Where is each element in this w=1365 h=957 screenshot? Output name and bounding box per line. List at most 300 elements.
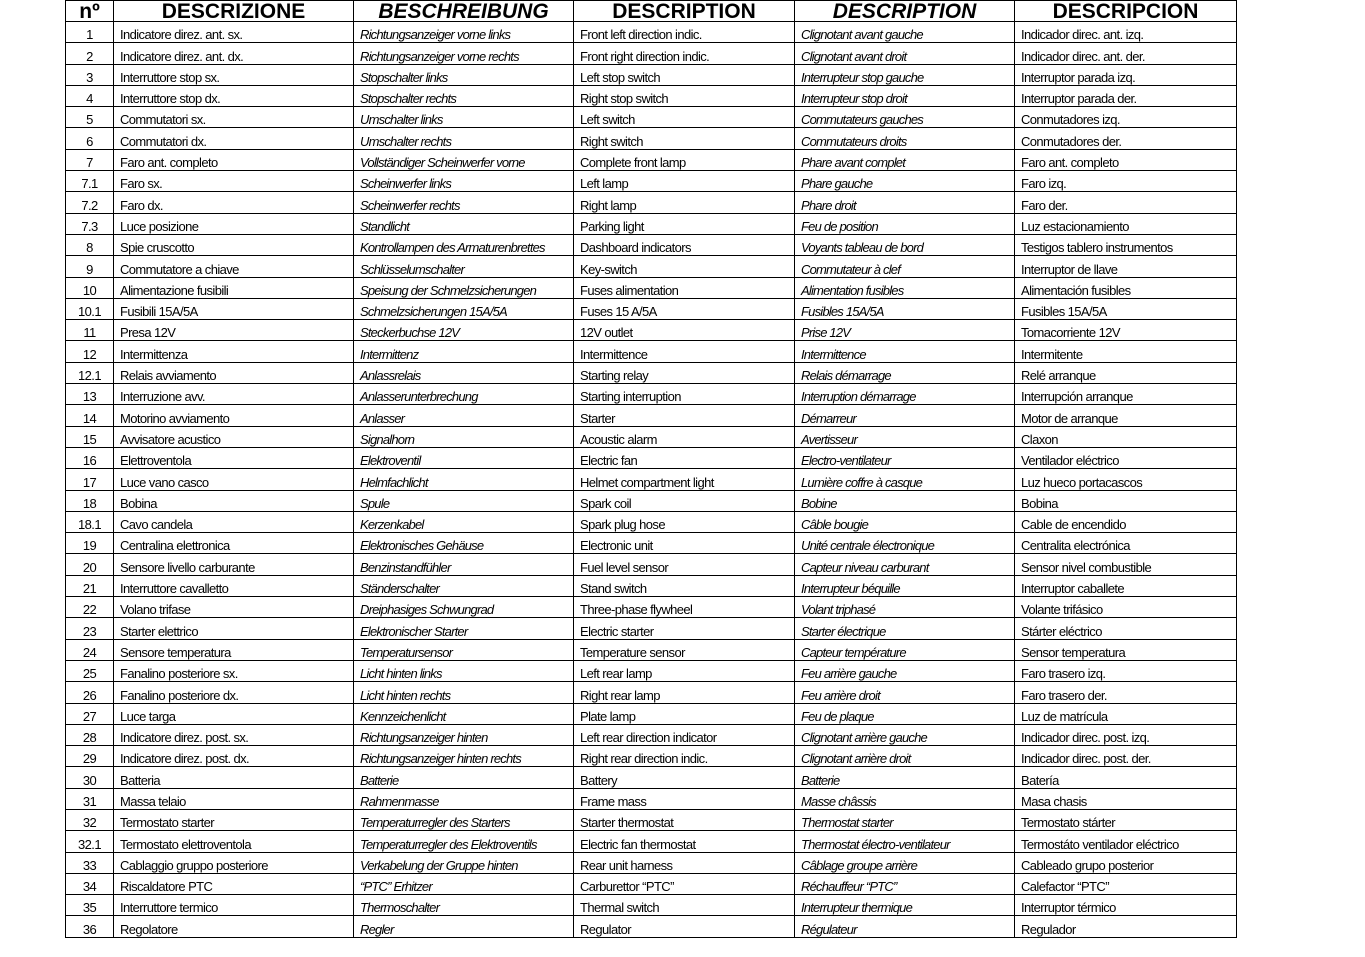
header-number: nº bbox=[66, 1, 114, 22]
cell-number: 19 bbox=[66, 533, 114, 554]
cell-spanish: Ventilador eléctrico bbox=[1015, 447, 1237, 468]
cell-number: 12.1 bbox=[66, 362, 114, 383]
cell-italian: Sensore temperatura bbox=[114, 639, 354, 660]
cell-english: Front left direction indic. bbox=[574, 22, 795, 43]
cell-number: 7.1 bbox=[66, 171, 114, 192]
cell-italian: Cavo candela bbox=[114, 511, 354, 532]
cell-german: Standlicht bbox=[354, 213, 574, 234]
table-row bbox=[66, 256, 1237, 277]
cell-french: Réchauffeur “PTC” bbox=[795, 873, 1015, 894]
table-row bbox=[66, 660, 1237, 681]
cell-italian: Spie cruscotto bbox=[114, 234, 354, 255]
cell-english: Electric fan thermostat bbox=[574, 831, 795, 852]
table-row bbox=[66, 405, 1237, 426]
cell-number: 14 bbox=[66, 405, 114, 426]
cell-german: Umschalter links bbox=[354, 107, 574, 128]
cell-number: 25 bbox=[66, 660, 114, 681]
cell-italian: Sensore livello carburante bbox=[114, 554, 354, 575]
cell-spanish: Testigos tablero instrumentos bbox=[1015, 234, 1237, 255]
cell-spanish: Cableado grupo posterior bbox=[1015, 852, 1237, 873]
table-row bbox=[66, 852, 1237, 873]
cell-spanish: Faro trasero der. bbox=[1015, 682, 1237, 703]
cell-number: 28 bbox=[66, 724, 114, 745]
cell-italian: Relais avviamento bbox=[114, 362, 354, 383]
cell-german: Anlasser bbox=[354, 405, 574, 426]
cell-english: Helmet compartment light bbox=[574, 469, 795, 490]
cell-french: Thermostat starter bbox=[795, 809, 1015, 830]
cell-spanish: Stárter eléctrico bbox=[1015, 618, 1237, 639]
cell-french: Lumière coffre à casque bbox=[795, 469, 1015, 490]
cell-number: 11 bbox=[66, 320, 114, 341]
cell-german: Licht hinten links bbox=[354, 660, 574, 681]
cell-italian: Riscaldatore PTC bbox=[114, 873, 354, 894]
cell-number: 18.1 bbox=[66, 511, 114, 532]
cell-german: Elektroventil bbox=[354, 447, 574, 468]
cell-spanish: Tomacorriente 12V bbox=[1015, 320, 1237, 341]
cell-french: Thermostat électro-ventilateur bbox=[795, 831, 1015, 852]
table-row bbox=[66, 362, 1237, 383]
cell-german: Spule bbox=[354, 490, 574, 511]
cell-number: 26 bbox=[66, 682, 114, 703]
cell-german: Vollständiger Scheinwerfer vorne bbox=[354, 149, 574, 170]
cell-spanish: Indicador direc. post. der. bbox=[1015, 746, 1237, 767]
cell-french: Capteur température bbox=[795, 639, 1015, 660]
cell-german: Richtungsanzeiger vorne links bbox=[354, 22, 574, 43]
cell-spanish: Volante trifásico bbox=[1015, 597, 1237, 618]
table-row bbox=[66, 298, 1237, 319]
cell-english: Plate lamp bbox=[574, 703, 795, 724]
table-row bbox=[66, 149, 1237, 170]
cell-italian: Avvisatore acustico bbox=[114, 426, 354, 447]
wiring-legend-table bbox=[65, 0, 1237, 938]
cell-italian: Cablaggio gruppo posteriore bbox=[114, 852, 354, 873]
cell-italian: Commutatore a chiave bbox=[114, 256, 354, 277]
cell-italian: Indicatore direz. ant. sx. bbox=[114, 22, 354, 43]
cell-german: Ständerschalter bbox=[354, 575, 574, 596]
cell-english: Battery bbox=[574, 767, 795, 788]
header-spanish: DESCRIPCION bbox=[1015, 1, 1237, 22]
cell-number: 32.1 bbox=[66, 831, 114, 852]
cell-english: Dashboard indicators bbox=[574, 234, 795, 255]
cell-french: Interruption démarrage bbox=[795, 384, 1015, 405]
cell-italian: Luce targa bbox=[114, 703, 354, 724]
cell-number: 36 bbox=[66, 916, 114, 937]
cell-english: Complete front lamp bbox=[574, 149, 795, 170]
table-row bbox=[66, 320, 1237, 341]
cell-german: Temperatursensor bbox=[354, 639, 574, 660]
cell-german: Rahmenmasse bbox=[354, 788, 574, 809]
cell-italian: Faro dx. bbox=[114, 192, 354, 213]
cell-number: 15 bbox=[66, 426, 114, 447]
cell-italian: Commutatori sx. bbox=[114, 107, 354, 128]
cell-english: Fuses alimentation bbox=[574, 277, 795, 298]
cell-french: Electro-ventilateur bbox=[795, 447, 1015, 468]
cell-german: Signalhorn bbox=[354, 426, 574, 447]
cell-english: Key-switch bbox=[574, 256, 795, 277]
cell-french: Intermittence bbox=[795, 341, 1015, 362]
cell-spanish: Luz de matrícula bbox=[1015, 703, 1237, 724]
cell-english: Spark coil bbox=[574, 490, 795, 511]
cell-spanish: Indicador direc. ant. izq. bbox=[1015, 22, 1237, 43]
cell-german: Scheinwerfer links bbox=[354, 171, 574, 192]
cell-italian: Fusibili 15A/5A bbox=[114, 298, 354, 319]
cell-french: Commutateurs droits bbox=[795, 128, 1015, 149]
cell-spanish: Interruptor de llave bbox=[1015, 256, 1237, 277]
cell-french: Fusibles 15A/5A bbox=[795, 298, 1015, 319]
cell-number: 3 bbox=[66, 64, 114, 85]
cell-english: Frame mass bbox=[574, 788, 795, 809]
cell-spanish: Calefactor “PTC” bbox=[1015, 873, 1237, 894]
table-row bbox=[66, 618, 1237, 639]
cell-german: Helmfachlicht bbox=[354, 469, 574, 490]
cell-english: 12V outlet bbox=[574, 320, 795, 341]
cell-german: Kerzenkabel bbox=[354, 511, 574, 532]
cell-italian: Luce posizione bbox=[114, 213, 354, 234]
cell-spanish: Faro izq. bbox=[1015, 171, 1237, 192]
cell-german: Kennzeichenlicht bbox=[354, 703, 574, 724]
cell-english: Right stop switch bbox=[574, 85, 795, 106]
cell-english: Left rear direction indicator bbox=[574, 724, 795, 745]
table-row bbox=[66, 746, 1237, 767]
cell-german: Umschalter rechts bbox=[354, 128, 574, 149]
cell-number: 16 bbox=[66, 447, 114, 468]
cell-italian: Termostato starter bbox=[114, 809, 354, 830]
cell-italian: Intermittenza bbox=[114, 341, 354, 362]
cell-german: Scheinwerfer rechts bbox=[354, 192, 574, 213]
cell-german: Temperaturregler des Starters bbox=[354, 809, 574, 830]
cell-french: Relais démarrage bbox=[795, 362, 1015, 383]
cell-english: Electronic unit bbox=[574, 533, 795, 554]
table-row bbox=[66, 916, 1237, 937]
cell-english: Carburettor “PTC” bbox=[574, 873, 795, 894]
cell-italian: Faro sx. bbox=[114, 171, 354, 192]
cell-italian: Regolatore bbox=[114, 916, 354, 937]
cell-french: Starter électrique bbox=[795, 618, 1015, 639]
cell-italian: Alimentazione fusibili bbox=[114, 277, 354, 298]
cell-spanish: Termostáto ventilador eléctrico bbox=[1015, 831, 1237, 852]
cell-german: Anlasserunterbrechung bbox=[354, 384, 574, 405]
cell-english: Left lamp bbox=[574, 171, 795, 192]
cell-english: Left switch bbox=[574, 107, 795, 128]
cell-english: Right rear lamp bbox=[574, 682, 795, 703]
cell-spanish: Alimentación fusibles bbox=[1015, 277, 1237, 298]
cell-german: Speisung der Schmelzsicherungen bbox=[354, 277, 574, 298]
cell-italian: Termostato elettroventola bbox=[114, 831, 354, 852]
header-row bbox=[66, 1, 1237, 22]
cell-french: Masse châssis bbox=[795, 788, 1015, 809]
cell-english: Parking light bbox=[574, 213, 795, 234]
cell-spanish: Bobina bbox=[1015, 490, 1237, 511]
cell-spanish: Relé arranque bbox=[1015, 362, 1237, 383]
cell-italian: Centralina elettronica bbox=[114, 533, 354, 554]
cell-german: Temperaturregler des Elektroventils bbox=[354, 831, 574, 852]
table-row bbox=[66, 107, 1237, 128]
header-french: DESCRIPTION bbox=[795, 1, 1015, 22]
cell-spanish: Regulador bbox=[1015, 916, 1237, 937]
cell-spanish: Cable de encendido bbox=[1015, 511, 1237, 532]
table-row bbox=[66, 831, 1237, 852]
cell-italian: Motorino avviamento bbox=[114, 405, 354, 426]
table-row bbox=[66, 384, 1237, 405]
cell-spanish: Motor de arranque bbox=[1015, 405, 1237, 426]
table-row bbox=[66, 511, 1237, 532]
cell-french: Phare gauche bbox=[795, 171, 1015, 192]
cell-english: Spark plug hose bbox=[574, 511, 795, 532]
cell-italian: Interruzione avv. bbox=[114, 384, 354, 405]
cell-english: Temperature sensor bbox=[574, 639, 795, 660]
cell-number: 7.3 bbox=[66, 213, 114, 234]
cell-english: Fuel level sensor bbox=[574, 554, 795, 575]
cell-number: 30 bbox=[66, 767, 114, 788]
table-row bbox=[66, 341, 1237, 362]
cell-english: Three-phase flywheel bbox=[574, 597, 795, 618]
table-row bbox=[66, 809, 1237, 830]
cell-french: Feu de plaque bbox=[795, 703, 1015, 724]
table-row bbox=[66, 234, 1237, 255]
table-row bbox=[66, 873, 1237, 894]
cell-spanish: Indicador direc. post. izq. bbox=[1015, 724, 1237, 745]
cell-french: Clignotant arrière droit bbox=[795, 746, 1015, 767]
cell-spanish: Interrupción arranque bbox=[1015, 384, 1237, 405]
cell-spanish: Interruptor parada der. bbox=[1015, 85, 1237, 106]
table-row bbox=[66, 192, 1237, 213]
cell-german: Steckerbuchse 12V bbox=[354, 320, 574, 341]
cell-french: Capteur niveau carburant bbox=[795, 554, 1015, 575]
cell-spanish: Interruptor térmico bbox=[1015, 895, 1237, 916]
cell-french: Clignotant avant droit bbox=[795, 43, 1015, 64]
table-row bbox=[66, 639, 1237, 660]
cell-italian: Volano trifase bbox=[114, 597, 354, 618]
cell-number: 21 bbox=[66, 575, 114, 596]
table-row bbox=[66, 22, 1237, 43]
cell-german: Benzinstandfühler bbox=[354, 554, 574, 575]
cell-english: Electric starter bbox=[574, 618, 795, 639]
cell-number: 29 bbox=[66, 746, 114, 767]
cell-german: Elektronisches Gehäuse bbox=[354, 533, 574, 554]
cell-italian: Interruttore stop dx. bbox=[114, 85, 354, 106]
cell-french: Feu de position bbox=[795, 213, 1015, 234]
cell-spanish: Claxon bbox=[1015, 426, 1237, 447]
cell-spanish: Centralita electrónica bbox=[1015, 533, 1237, 554]
cell-german: Anlassrelais bbox=[354, 362, 574, 383]
table-row bbox=[66, 171, 1237, 192]
cell-english: Left rear lamp bbox=[574, 660, 795, 681]
table-row bbox=[66, 682, 1237, 703]
cell-italian: Indicatore direz. ant. dx. bbox=[114, 43, 354, 64]
cell-italian: Presa 12V bbox=[114, 320, 354, 341]
cell-spanish: Fusibles 15A/5A bbox=[1015, 298, 1237, 319]
cell-spanish: Sensor temperatura bbox=[1015, 639, 1237, 660]
cell-english: Regulator bbox=[574, 916, 795, 937]
cell-french: Bobine bbox=[795, 490, 1015, 511]
cell-german: Richtungsanzeiger hinten rechts bbox=[354, 746, 574, 767]
cell-spanish: Indicador direc. ant. der. bbox=[1015, 43, 1237, 64]
cell-spanish: Interruptor parada izq. bbox=[1015, 64, 1237, 85]
cell-german: Intermittenz bbox=[354, 341, 574, 362]
cell-number: 24 bbox=[66, 639, 114, 660]
cell-number: 22 bbox=[66, 597, 114, 618]
cell-number: 9 bbox=[66, 256, 114, 277]
cell-english: Starter thermostat bbox=[574, 809, 795, 830]
cell-french: Régulateur bbox=[795, 916, 1015, 937]
header-italian: DESCRIZIONE bbox=[114, 1, 354, 22]
cell-french: Phare droit bbox=[795, 192, 1015, 213]
cell-italian: Massa telaio bbox=[114, 788, 354, 809]
cell-german: Verkabelung der Gruppe hinten bbox=[354, 852, 574, 873]
cell-english: Starting interruption bbox=[574, 384, 795, 405]
cell-italian: Luce vano casco bbox=[114, 469, 354, 490]
cell-english: Front right direction indic. bbox=[574, 43, 795, 64]
cell-number: 10 bbox=[66, 277, 114, 298]
cell-number: 13 bbox=[66, 384, 114, 405]
cell-spanish: Luz hueco portacascos bbox=[1015, 469, 1237, 490]
table-row bbox=[66, 277, 1237, 298]
cell-french: Voyants tableau de bord bbox=[795, 234, 1015, 255]
header-english: DESCRIPTION bbox=[574, 1, 795, 22]
cell-german: Kontrollampen des Armaturenbrettes bbox=[354, 234, 574, 255]
table-row bbox=[66, 447, 1237, 468]
cell-german: Dreiphasiges Schwungrad bbox=[354, 597, 574, 618]
cell-german: Regler bbox=[354, 916, 574, 937]
cell-german: Schlüsselumschalter bbox=[354, 256, 574, 277]
cell-spanish: Interruptor caballete bbox=[1015, 575, 1237, 596]
table-row bbox=[66, 788, 1237, 809]
cell-french: Câblage groupe arrière bbox=[795, 852, 1015, 873]
table-row bbox=[66, 767, 1237, 788]
cell-number: 33 bbox=[66, 852, 114, 873]
cell-french: Commutateur à clef bbox=[795, 256, 1015, 277]
table-row bbox=[66, 64, 1237, 85]
cell-english: Intermittence bbox=[574, 341, 795, 362]
cell-german: Licht hinten rechts bbox=[354, 682, 574, 703]
cell-english: Acoustic alarm bbox=[574, 426, 795, 447]
cell-italian: Commutatori dx. bbox=[114, 128, 354, 149]
cell-number: 35 bbox=[66, 895, 114, 916]
cell-spanish: Conmutadores izq. bbox=[1015, 107, 1237, 128]
table-row bbox=[66, 469, 1237, 490]
cell-number: 17 bbox=[66, 469, 114, 490]
cell-french: Alimentation fusibles bbox=[795, 277, 1015, 298]
cell-number: 4 bbox=[66, 85, 114, 106]
header-german: BESCHREIBUNG bbox=[354, 1, 574, 22]
cell-german: Schmelzsicherungen 15A/5A bbox=[354, 298, 574, 319]
table-row bbox=[66, 533, 1237, 554]
cell-italian: Indicatore direz. post. dx. bbox=[114, 746, 354, 767]
cell-italian: Fanalino posteriore dx. bbox=[114, 682, 354, 703]
cell-french: Câble bougie bbox=[795, 511, 1015, 532]
table-row bbox=[66, 426, 1237, 447]
cell-french: Démarreur bbox=[795, 405, 1015, 426]
cell-number: 31 bbox=[66, 788, 114, 809]
cell-number: 7.2 bbox=[66, 192, 114, 213]
cell-english: Starter bbox=[574, 405, 795, 426]
cell-number: 32 bbox=[66, 809, 114, 830]
cell-german: Thermoschalter bbox=[354, 895, 574, 916]
cell-italian: Interruttore cavalletto bbox=[114, 575, 354, 596]
cell-french: Feu arrière droit bbox=[795, 682, 1015, 703]
table-row bbox=[66, 128, 1237, 149]
cell-english: Electric fan bbox=[574, 447, 795, 468]
cell-french: Feu arrière gauche bbox=[795, 660, 1015, 681]
cell-french: Batterie bbox=[795, 767, 1015, 788]
cell-spanish: Masa chasis bbox=[1015, 788, 1237, 809]
cell-german: Richtungsanzeiger hinten bbox=[354, 724, 574, 745]
cell-number: 5 bbox=[66, 107, 114, 128]
cell-italian: Starter elettrico bbox=[114, 618, 354, 639]
table-row bbox=[66, 554, 1237, 575]
cell-french: Interrupteur béquille bbox=[795, 575, 1015, 596]
cell-italian: Interruttore stop sx. bbox=[114, 64, 354, 85]
cell-spanish: Sensor nivel combustible bbox=[1015, 554, 1237, 575]
cell-spanish: Faro trasero izq. bbox=[1015, 660, 1237, 681]
cell-spanish: Termostato stárter bbox=[1015, 809, 1237, 830]
cell-german: Elektronischer Starter bbox=[354, 618, 574, 639]
cell-number: 6 bbox=[66, 128, 114, 149]
cell-french: Commutateurs gauches bbox=[795, 107, 1015, 128]
cell-number: 1 bbox=[66, 22, 114, 43]
cell-number: 20 bbox=[66, 554, 114, 575]
table-row bbox=[66, 703, 1237, 724]
table-row bbox=[66, 490, 1237, 511]
table-body bbox=[66, 22, 1237, 938]
cell-number: 10.1 bbox=[66, 298, 114, 319]
parts-table-container bbox=[65, 0, 1236, 938]
cell-french: Phare avant complet bbox=[795, 149, 1015, 170]
cell-spanish: Batería bbox=[1015, 767, 1237, 788]
cell-number: 2 bbox=[66, 43, 114, 64]
cell-french: Avertisseur bbox=[795, 426, 1015, 447]
cell-english: Starting relay bbox=[574, 362, 795, 383]
cell-french: Unité centrale électronique bbox=[795, 533, 1015, 554]
table-row bbox=[66, 895, 1237, 916]
cell-german: “PTC” Erhitzer bbox=[354, 873, 574, 894]
table-row bbox=[66, 213, 1237, 234]
table-row bbox=[66, 85, 1237, 106]
cell-spanish: Faro der. bbox=[1015, 192, 1237, 213]
table-row bbox=[66, 575, 1237, 596]
cell-number: 7 bbox=[66, 149, 114, 170]
cell-number: 34 bbox=[66, 873, 114, 894]
table-row bbox=[66, 43, 1237, 64]
cell-french: Interrupteur thermique bbox=[795, 895, 1015, 916]
cell-english: Rear unit harness bbox=[574, 852, 795, 873]
cell-number: 23 bbox=[66, 618, 114, 639]
cell-number: 8 bbox=[66, 234, 114, 255]
cell-italian: Batteria bbox=[114, 767, 354, 788]
cell-spanish: Intermitente bbox=[1015, 341, 1237, 362]
cell-spanish: Faro ant. completo bbox=[1015, 149, 1237, 170]
cell-italian: Indicatore direz. post. sx. bbox=[114, 724, 354, 745]
cell-italian: Faro ant. completo bbox=[114, 149, 354, 170]
cell-german: Richtungsanzeiger vorne rechts bbox=[354, 43, 574, 64]
cell-number: 18 bbox=[66, 490, 114, 511]
cell-spanish: Conmutadores der. bbox=[1015, 128, 1237, 149]
cell-french: Clignotant avant gauche bbox=[795, 22, 1015, 43]
cell-english: Fuses 15 A/5A bbox=[574, 298, 795, 319]
cell-french: Volant triphasé bbox=[795, 597, 1015, 618]
cell-number: 12 bbox=[66, 341, 114, 362]
cell-french: Interrupteur stop droit bbox=[795, 85, 1015, 106]
cell-italian: Fanalino posteriore sx. bbox=[114, 660, 354, 681]
cell-german: Stopschalter rechts bbox=[354, 85, 574, 106]
cell-german: Stopschalter links bbox=[354, 64, 574, 85]
cell-english: Left stop switch bbox=[574, 64, 795, 85]
table-row bbox=[66, 597, 1237, 618]
cell-spanish: Luz estacionamiento bbox=[1015, 213, 1237, 234]
cell-italian: Elettroventola bbox=[114, 447, 354, 468]
cell-number: 27 bbox=[66, 703, 114, 724]
cell-italian: Bobina bbox=[114, 490, 354, 511]
